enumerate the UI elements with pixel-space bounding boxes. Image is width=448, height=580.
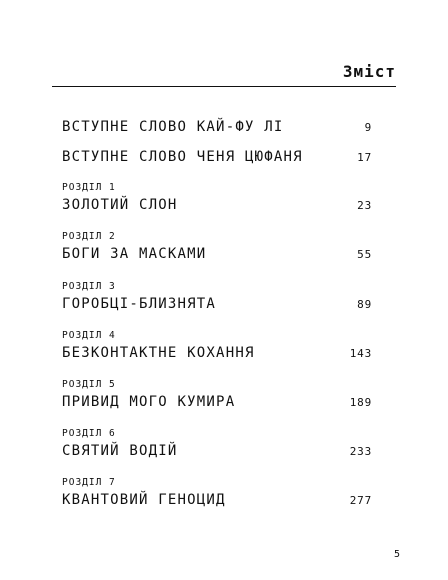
- toc-entry-page: 277: [349, 494, 372, 507]
- chapter-label: РОЗДІЛ 7: [62, 477, 116, 488]
- toc-entry-row: [62, 393, 372, 411]
- toc-entry-chapter-6: [62, 428, 372, 460]
- toc-entry-title: КВАНТОВИЙ ГЕНОЦИД: [62, 492, 226, 508]
- toc-entry-foreword-kai-fu-lee: [62, 118, 372, 136]
- toc-entry-chapter-7: [62, 477, 372, 509]
- toc-entry-page: 143: [349, 347, 372, 360]
- header-divider: [52, 86, 396, 87]
- toc-entry-title: БОГИ ЗА МАСКАМИ: [62, 246, 207, 262]
- toc-entry-page: 23: [357, 199, 372, 212]
- toc-entry-row: [62, 491, 372, 509]
- page-number: 5: [393, 549, 400, 560]
- toc-entry-title: ВСТУПНЕ СЛОВО ЧЕНЯ ЦЮФАНЯ: [62, 149, 303, 165]
- toc-entry-row: [62, 344, 372, 362]
- toc-entry-chapter-2: [62, 231, 372, 263]
- toc-entry-row: [62, 118, 372, 136]
- toc-entry-row: [62, 442, 372, 460]
- toc-entry-title: СВЯТИЙ ВОДІЙ: [62, 443, 178, 459]
- chapter-label: РОЗДІЛ 5: [62, 379, 116, 390]
- toc-entry-row: [62, 148, 372, 166]
- chapter-label: РОЗДІЛ 2: [62, 231, 116, 242]
- chapter-label: РОЗДІЛ 1: [62, 182, 116, 193]
- chapter-label: РОЗДІЛ 6: [62, 428, 116, 439]
- toc-entry-row: [62, 295, 372, 313]
- toc-entry-title: БЕЗКОНТАКТНЕ КОХАННЯ: [62, 345, 255, 361]
- toc-entry-row: [62, 245, 372, 263]
- toc-entry-title: ВСТУПНЕ СЛОВО КАЙ-ФУ ЛІ: [62, 119, 284, 135]
- toc-entry-chapter-3: [62, 281, 372, 313]
- toc-entry-title: ПРИВИД МОГО КУМИРА: [62, 394, 236, 410]
- toc-entry-page: 17: [357, 151, 372, 164]
- chapter-label: РОЗДІЛ 3: [62, 281, 116, 292]
- toc-entry-foreword-chen-qiufan: [62, 148, 372, 166]
- toc-entry-title: ГОРОБЦІ-БЛИЗНЯТА: [62, 296, 217, 312]
- toc-entry-page: 9: [364, 121, 372, 134]
- toc-entry-page: 55: [357, 248, 372, 261]
- toc-entry-chapter-5: [62, 379, 372, 411]
- toc-entry-page: 89: [357, 298, 372, 311]
- chapter-label: РОЗДІЛ 4: [62, 330, 116, 341]
- toc-entry-chapter-1: [62, 182, 372, 214]
- toc-entry-page: 233: [349, 445, 372, 458]
- toc-entry-chapter-4: [62, 330, 372, 362]
- toc-entry-row: [62, 196, 372, 214]
- page-title: Зміст: [342, 62, 396, 81]
- toc-entry-title: ЗОЛОТИЙ СЛОН: [62, 197, 178, 213]
- toc-entry-page: 189: [349, 396, 372, 409]
